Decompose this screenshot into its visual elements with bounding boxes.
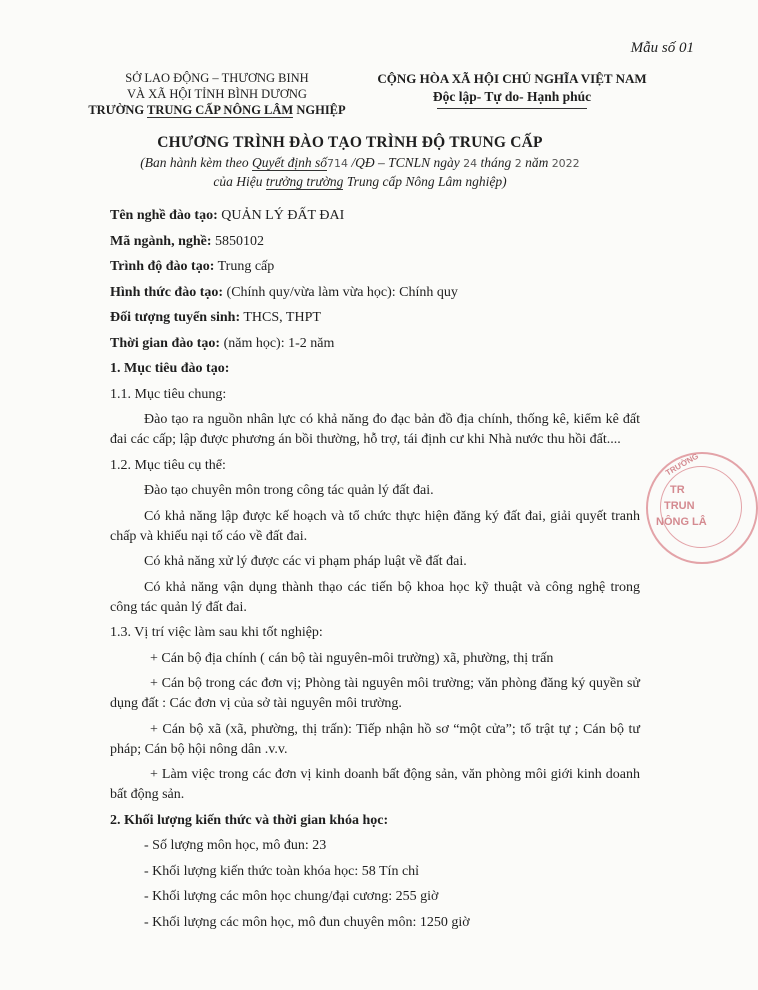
decision-number: 714 (327, 157, 349, 170)
national-motto: Độc lập- Tự do- Hạnh phúc (432, 89, 592, 104)
field-row (110, 206, 640, 226)
school-name-prefix: TRƯỜNG (88, 103, 148, 117)
list-item: + Làm việc trong các đơn vị kinh doanh bất động sản, văn phòng môi giới kinh doanh bất động sản. (110, 767, 640, 802)
field-label: Mã ngành, nghề: (110, 233, 212, 249)
document-title: CHƯƠNG TRÌNH ĐÀO TẠO TRÌNH ĐỘ TRUNG CẤP (157, 134, 543, 151)
list-item: - Khối lượng các môn học, mô đun chuyên môn: 1250 giờ (144, 914, 470, 930)
field-value: (Chính quy/vừa làm vừa học): Chính quy (223, 284, 458, 300)
subtitle-underlined: Quyết định số (252, 155, 328, 170)
subtitle-text: năm (521, 155, 552, 170)
subtitle-line-2 (100, 173, 620, 191)
subsection-heading: 1.1. Mục tiêu chung: (110, 386, 227, 402)
field-row (110, 283, 640, 303)
field-value: Trung cấp (214, 259, 275, 274)
list-item: - Khối lượng kiến thức toàn khóa học: 58 Tín chỉ (144, 863, 420, 879)
paragraph: Có khả năng lập được kế hoạch và tổ chức thực hiện đăng ký đất đai, giải quyết tranh chấp và khiếu nại tố cáo về đất đai. (110, 508, 640, 544)
agency-line-2: VÀ XÃ HỘI TỈNH BÌNH DƯƠNG (127, 87, 307, 101)
subtitle-text: /QĐ – TCNLN ngày (348, 155, 464, 170)
school-name-suffix: NGHIỆP (293, 103, 346, 117)
seal-text-line-2: TRUN (664, 500, 695, 512)
decision-day: 24 (463, 157, 478, 170)
motto-underline (437, 108, 587, 109)
document-body (110, 206, 640, 938)
agency-line-1: SỞ LAO ĐỘNG – THƯƠNG BINH (125, 71, 309, 85)
field-value: (năm học): 1-2 năm (220, 335, 335, 351)
field-label: Đối tượng tuyển sinh: (110, 310, 241, 325)
list-item: + Cán bộ địa chính ( cán bộ tài nguyên-môi trường) xã, phường, thị trấn (150, 650, 554, 666)
field-label: Hình thức đào tạo: (110, 284, 224, 300)
field-value: QUẢN LÝ ĐẤT ĐAI (217, 208, 345, 223)
country-name: CỘNG HÒA XÃ HỘI CHỦ NGHĨA VIỆT NAM (377, 71, 647, 86)
official-seal (646, 452, 758, 564)
subtitle-line-1 (100, 154, 620, 173)
subsection-heading: 1.2. Mục tiêu cụ thể: (110, 457, 226, 473)
field-label: Tên nghề đào tạo: (110, 208, 218, 223)
list-item: - Khối lượng các môn học chung/đại cương: 255 giờ (144, 889, 439, 904)
paragraph: Đào tạo ra nguồn nhân lực có khả năng đo đạc bản đồ địa chính, thống kê, kiểm kê đất đai các cấp; lập được phương án bồi thường, hỗ trợ, tái định cư khi Nhà nước thu hồi đất.... (110, 412, 640, 447)
subtitle-text: Trung cấp Nông Lâm nghiệp) (343, 174, 507, 189)
school-name (82, 102, 352, 118)
field-row (110, 334, 640, 354)
paragraph: Đào tạo chuyên môn trong công tác quản lý đất đai. (144, 483, 434, 498)
field-row (110, 232, 640, 252)
list-item: + Cán bộ trong các đơn vị; Phòng tài nguyên môi trường; văn phòng đăng ký quyền sử dụng đất : Các đơn vị của sở tài nguyên môi trường. (110, 676, 640, 711)
section-heading: 1. Mục tiêu đào tạo: (110, 361, 230, 376)
subtitle-text: của Hiệu (213, 174, 266, 189)
paragraph: Có khả năng xử lý được các vi phạm pháp luật về đất đai. (144, 554, 467, 569)
subsection-heading: 1.3. Vị trí việc làm sau khi tốt nghiệp: (110, 625, 323, 640)
field-label: Trình độ đào tạo: (110, 259, 215, 274)
issuing-agency (82, 70, 352, 118)
field-row (110, 257, 640, 277)
seal-text-line-3: NÔNG LÂ (656, 516, 707, 528)
seal-text-line-1: TR (670, 484, 685, 496)
school-name-underlined: TRUNG CẤP NÔNG LÂM (147, 103, 294, 117)
field-row (110, 308, 640, 328)
document-subtitle (100, 154, 620, 191)
field-value: THCS, THPT (240, 310, 321, 325)
subtitle-text: tháng (477, 155, 515, 170)
list-item: + Cán bộ xã (xã, phường, thị trấn): Tiếp nhận hồ sơ “một cửa”; tổ trật tự ; Cán bộ tư pháp; Cán bộ hội nông dân .v.v. (110, 721, 640, 757)
form-number: Mẫu số 01 (630, 40, 694, 56)
field-value: 5850102 (211, 233, 265, 249)
decision-year: 2022 (551, 157, 580, 170)
seal-ring-text: TRƯỜNG (664, 451, 700, 478)
national-header (364, 70, 660, 109)
subtitle-underlined: trưởng trường (265, 174, 344, 189)
paragraph: Có khả năng vận dụng thành thạo các tiến bộ khoa học kỹ thuật và công nghệ trong công tác quản lý đất đai. (110, 579, 640, 615)
field-label: Thời gian đào tạo: (110, 335, 221, 351)
section-heading: 2. Khối lượng kiến thức và thời gian khóa học: (110, 812, 389, 828)
decision-month: 2 (514, 157, 522, 170)
subtitle-text: (Ban hành kèm theo (140, 155, 253, 170)
list-item: - Số lượng môn học, mô đun: 23 (144, 838, 327, 853)
